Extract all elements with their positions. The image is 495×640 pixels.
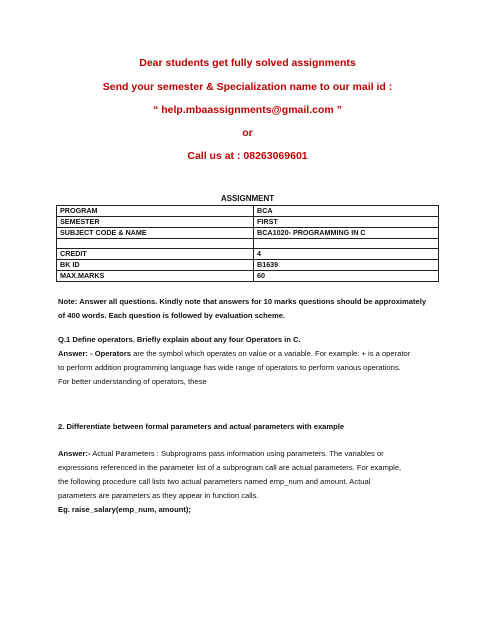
row-label: BK ID xyxy=(57,260,254,271)
assignment-title: ASSIGNMENT xyxy=(220,194,275,203)
promo-heading: Dear students get fully solved assignments xyxy=(139,57,356,69)
table-row xyxy=(57,239,439,249)
answer-2-line xyxy=(58,447,443,461)
table-row xyxy=(57,260,439,271)
row-value: FIRST xyxy=(254,217,439,228)
table-row xyxy=(57,217,439,228)
answer-2-label: Answer:- xyxy=(58,449,91,458)
row-label: PROGRAM xyxy=(57,206,254,217)
note-line: Note: Answer all questions. Kindly note that answers for 10 marks questions should be approximately xyxy=(58,297,427,306)
table-row xyxy=(57,206,439,217)
answer-1-line xyxy=(58,347,443,361)
note-line: of 400 words. Each question is followed by evaluation scheme. xyxy=(58,311,286,320)
table-row xyxy=(57,249,439,260)
answer-1-label: Answer: - Operators xyxy=(58,349,132,358)
answer-1-text: are the symbol which operates on value or a variable. For example: + is a operator xyxy=(131,349,411,358)
promo-or: or xyxy=(242,127,253,139)
answer-2-line: parameters are parameters as they appear in function calls. xyxy=(58,491,259,500)
row-label: MAX.MARKS xyxy=(57,271,254,282)
row-value: B1639 xyxy=(254,260,439,271)
row-label xyxy=(57,239,254,249)
table-row xyxy=(57,271,439,282)
answer-2 xyxy=(58,447,443,503)
promo-email: “ help.mbaassignments@gmail.com ” xyxy=(153,104,342,116)
promo-send-info: Send your semester & Specialization name to our mail id : xyxy=(102,81,393,93)
assignment-info-table xyxy=(56,205,439,282)
answer-1-line: to perform addition programming language has wide range of operators to perform various operations. xyxy=(58,363,401,372)
row-value: BCA1020- PROGRAMMING IN C xyxy=(254,228,439,239)
question-1 xyxy=(58,333,443,389)
note-paragraph xyxy=(58,295,443,323)
answer-2-text: Actual Parameters : Subprograms pass information using parameters. The variables or xyxy=(90,449,384,458)
question-1-text: Q.1 Define operators. Briefly explain about any four Operators in C. xyxy=(58,335,301,344)
example-code: Eg. raise_salary(emp_num, amount); xyxy=(58,505,191,514)
question-2-text: 2. Differentiate between formal parameters and actual parameters with example xyxy=(58,422,345,431)
answer-1-line: For better understanding of operators, these xyxy=(58,377,207,386)
row-label: SUBJECT CODE & NAME xyxy=(57,228,254,239)
row-value: 4 xyxy=(254,249,439,260)
table-row xyxy=(57,228,439,239)
answer-2-line: the following procedure call lists two actual parameters named emp_num and amount. Actual xyxy=(58,477,371,486)
row-value: 60 xyxy=(254,271,439,282)
row-value: BCA xyxy=(254,206,439,217)
answer-2-line: expressions referenced in the parameter list of a subprogram call are actual parameters. For example, xyxy=(58,463,402,472)
row-label: SEMESTER xyxy=(57,217,254,228)
row-label: CREDIT xyxy=(57,249,254,260)
promo-phone: Call us at : 08263069601 xyxy=(187,150,308,162)
row-value xyxy=(254,239,439,249)
